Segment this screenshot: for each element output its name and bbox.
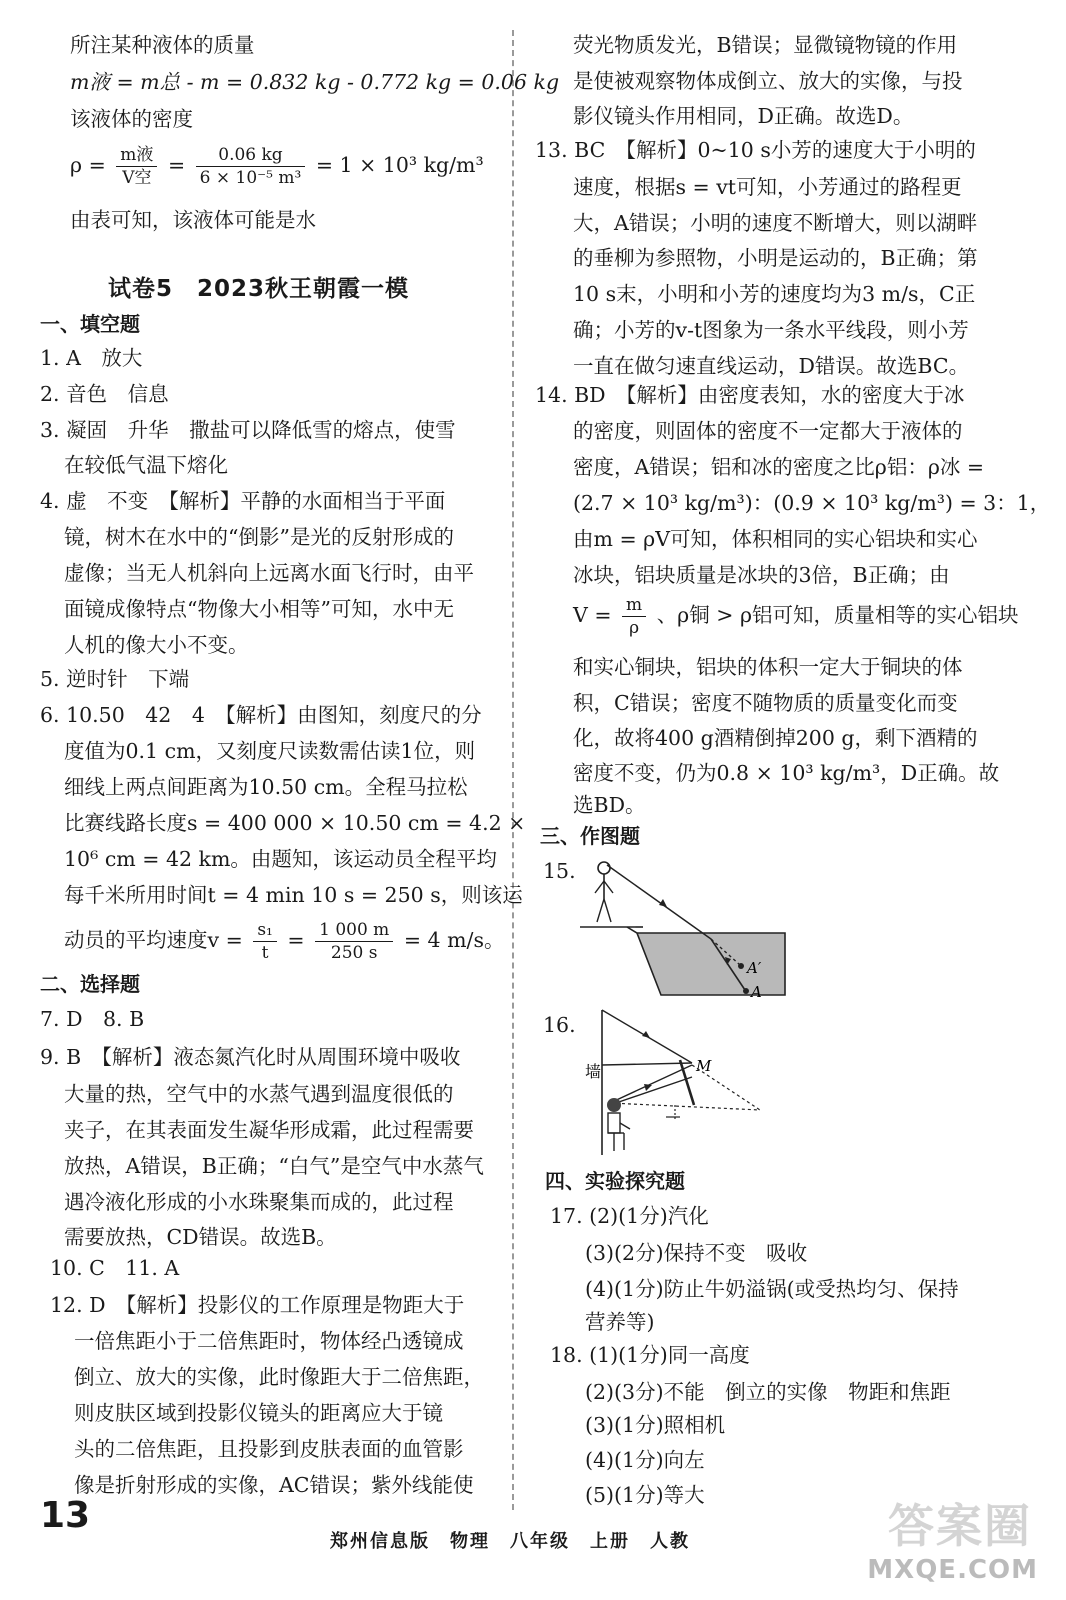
answer-q6-cont: 细线上两点间距离为10.50 cm。全程马拉松 bbox=[64, 775, 468, 799]
answer-q6-cont: 比赛线路长度s = 400 000 × 10.50 cm = 4.2 × bbox=[64, 811, 526, 835]
person-head-icon bbox=[598, 862, 610, 874]
answer-q9-cont: 需要放热，CD错误。故选B。 bbox=[64, 1225, 337, 1249]
text-line: 所注某种液体的质量 bbox=[70, 33, 255, 57]
svg-text:A′: A′ bbox=[747, 959, 762, 977]
answer-q18-cont: (2)(3分)不能 倒立的实像 物距和焦距 bbox=[585, 1380, 951, 1404]
answer-q13-cont: 速度，根据s = vt可知，小芳通过的路程更 bbox=[573, 175, 962, 199]
formula-speed: 动员的平均速度v = $\frac{\text{s₁}}{t}$ = $\frac{1 000 m}{250 s}$ = 4 m/s。 bbox=[64, 920, 505, 963]
answer-q16-label: 16. bbox=[543, 1013, 576, 1037]
watermark-logo: 答案圈 bbox=[888, 1499, 1032, 1553]
answer-q13-cont: 大，A错误；小明的速度不断增大，则以湖畔 bbox=[573, 211, 978, 235]
answer-q14-cont: 的密度，则固体的密度不一定都大于液体的 bbox=[573, 419, 963, 443]
answer-q6-cont: 10⁶ cm = 42 km。由题知，该运动员全程平均 bbox=[64, 847, 497, 871]
page-number: 13 bbox=[40, 1495, 91, 1536]
answer-q9-cont: 遇冷液化形成的小水珠聚集而成的，此过程 bbox=[64, 1190, 454, 1214]
answer-q9: 9. B 【解析】液态氮汽化时从周围环境中吸收 bbox=[40, 1045, 461, 1069]
answer-q14-cont: 冰块，铝块质量是冰块的3倍，B正确；由 bbox=[573, 563, 950, 587]
answer-q5: 5. 逆时针 下端 bbox=[40, 667, 190, 691]
answer-q13-cont: 一直在做匀速直线运动，D错误。故选BC。 bbox=[573, 354, 970, 378]
answer-q4: 4. 虚 不变 【解析】平静的水面相当于平面 bbox=[40, 489, 446, 513]
fraction: $\frac{\text{s₁}}{t}$ bbox=[253, 919, 277, 964]
answer-q14-cont: 积，C错误；密度不随物质的质量变化而变 bbox=[573, 691, 958, 715]
text-line: 该液体的密度 bbox=[70, 107, 193, 131]
formula-liquid-mass: m液 = m总 - m = 0.832 kg - 0.772 kg = 0.06 kg bbox=[70, 70, 560, 94]
water-region bbox=[637, 933, 785, 995]
answer-q9-cont: 夹子，在其表面发生凝华形成霜，此过程需要 bbox=[64, 1118, 474, 1142]
watermark-url: MXQE.COM bbox=[867, 1555, 1038, 1585]
answer-q2: 2. 音色 信息 bbox=[40, 382, 169, 406]
answer-q7-8: 7. D 8. B bbox=[40, 1007, 145, 1031]
text-line: 由表可知，该液体可能是水 bbox=[70, 208, 316, 232]
answer-q18-cont: (3)(1分)照相机 bbox=[585, 1413, 726, 1437]
answer-q14-cont: 化，故将400 g酒精倒掉200 g，剩下酒精的 bbox=[573, 726, 978, 750]
answer-q4-cont: 面镜成像特点“物像大小相等”可知，水中无 bbox=[64, 597, 454, 621]
answer-q12-cont: 一倍焦距小于二倍焦距时，物体经凸透镜成 bbox=[74, 1329, 464, 1353]
formula-volume: V = $\frac{m}{\rho}$ 、ρ铜 > ρ铝可知，质量相等的实心铝块 bbox=[573, 595, 1019, 638]
q15-figure bbox=[575, 855, 795, 1005]
answer-q12: 12. D 【解析】投影仪的工作原理是物距大于 bbox=[50, 1293, 465, 1317]
answer-q18-cont: (4)(1分)向左 bbox=[585, 1448, 705, 1472]
paper-title: 试卷5 2023秋王朝霞一模 bbox=[108, 276, 410, 302]
answer-q4-cont: 人机的像大小不变。 bbox=[64, 633, 249, 657]
answer-q13: 13. BC 【解析】0~10 s小芳的速度大于小明的 bbox=[535, 138, 976, 162]
answer-q14-cont: 密度，A错误；铝和冰的密度之比ρ铝：ρ冰 = bbox=[573, 455, 985, 479]
answer-q6-cont: 度值为0.1 cm，又刻度尺读数需估读1位，则 bbox=[64, 739, 476, 763]
answer-q18: 18. (1)(1分)同一高度 bbox=[550, 1343, 750, 1367]
q16-figure bbox=[580, 1005, 800, 1160]
section-heading: 一、填空题 bbox=[40, 312, 140, 336]
fraction: $\frac{\text{m液}}{\text{V空}}$ bbox=[116, 144, 157, 189]
answer-q18-cont: (5)(1分)等大 bbox=[585, 1483, 705, 1507]
formula-density: ρ = $\frac{\text{m液}}{\text{V空}}$ = $\frac{0.06 kg}{\text{6 × 10⁻⁵ m³}}$ = 1 × 10³ kg/m³ bbox=[70, 145, 484, 188]
person-head-icon bbox=[607, 1098, 621, 1112]
answer-q17-cont: (3)(2分)保持不变 吸收 bbox=[585, 1241, 808, 1265]
answer-q14-cont: 密度不变，仍为0.8 × 10³ kg/m³，D正确。故 bbox=[573, 761, 1000, 785]
answer-q17-cont: (4)(1分)防止牛奶溢锅(或受热均匀、保持 bbox=[585, 1277, 959, 1301]
answer-q12-cont: 像是折射形成的实像，AC错误；紫外线能使 bbox=[74, 1473, 474, 1497]
answer-q4-cont: 虚像；当无人机斜向上远离水面飞行时，由平 bbox=[64, 561, 474, 585]
page-footer: 郑州信息版 物理 八年级 上册 人教 bbox=[330, 1531, 690, 1552]
answer-q12-cont: 荧光物质发光，B错误；显微镜物镜的作用 bbox=[573, 33, 958, 57]
answer-q14-cont: 选BD。 bbox=[573, 793, 646, 817]
section-heading: 三、作图题 bbox=[540, 824, 640, 848]
answer-q13-cont: 10 s末，小明和小芳的速度均为3 m/s，C正 bbox=[573, 282, 976, 306]
fraction: $\frac{0.06 kg}{\text{6 × 10⁻⁵ m³}}$ bbox=[196, 144, 306, 189]
svg-text:M: M bbox=[696, 1057, 712, 1075]
answer-q3: 3. 凝固 升华 撒盐可以降低雪的熔点，使雪 bbox=[40, 418, 456, 442]
answer-q12-cont: 倒立、放大的实像，此时像距大于二倍焦距， bbox=[74, 1365, 484, 1389]
answer-q14-cont: 由m = ρV可知，体积相同的实心铝块和实心 bbox=[573, 527, 978, 551]
answer-q15-label: 15. bbox=[543, 859, 576, 883]
answer-q10-11: 10. C 11. A bbox=[50, 1256, 180, 1280]
fraction: $\frac{1 000 m}{250 s}$ bbox=[315, 919, 393, 964]
answer-q14-cont: (2.7 × 10³ kg/m³)：(0.9 × 10³ kg/m³) = 3：1， bbox=[573, 491, 1051, 515]
answer-q6: 6. 10.50 42 4 【解析】由图知，刻度尺的分 bbox=[40, 703, 482, 727]
answer-q12-cont: 是使被观察物体成倒立、放大的实像，与投 bbox=[573, 69, 963, 93]
svg-text:墙: 墙 bbox=[585, 1062, 602, 1081]
answer-q17: 17. (2)(1分)汽化 bbox=[550, 1204, 709, 1228]
section-heading: 四、实验探究题 bbox=[545, 1169, 685, 1193]
fraction: $\frac{m}{\rho}$ bbox=[622, 594, 646, 639]
answer-q9-cont: 大量的热，空气中的水蒸气遇到温度很低的 bbox=[64, 1082, 454, 1106]
answer-q17-cont: 营养等) bbox=[585, 1310, 655, 1334]
answer-q1: 1. A 放大 bbox=[40, 346, 143, 370]
answer-q12-cont: 则皮肤区域到投影仪镜头的距离应大于镜 bbox=[74, 1401, 443, 1425]
section-heading: 二、选择题 bbox=[40, 972, 140, 996]
answer-q4-cont: 镜，树木在水中的“倒影”是光的反射形成的 bbox=[64, 525, 454, 549]
answer-q6-cont: 每千米所用时间t = 4 min 10 s = 250 s，则该运 bbox=[64, 883, 523, 907]
answer-q9-cont: 放热，A错误，B正确；“白气”是空气中水蒸气 bbox=[64, 1154, 484, 1178]
svg-text:A: A bbox=[751, 983, 762, 1001]
answer-q12-cont: 影仪镜头作用相同，D正确。故选D。 bbox=[573, 104, 914, 128]
answer-q13-cont: 确；小芳的v-t图象为一条水平线段，则小芳 bbox=[573, 318, 969, 342]
answer-q13-cont: 的垂柳为参照物，小明是运动的，B正确；第 bbox=[573, 246, 978, 270]
answer-q14: 14. BD 【解析】由密度表知，水的密度大于冰 bbox=[535, 383, 965, 407]
column-divider bbox=[512, 30, 514, 1510]
answer-q3-cont: 在较低气温下熔化 bbox=[64, 453, 228, 477]
answer-q12-cont: 头的二倍焦距，且投影到皮肤表面的血管影 bbox=[74, 1437, 464, 1461]
answer-q14-cont: 和实心铜块，铝块的体积一定大于铜块的体 bbox=[573, 655, 963, 679]
